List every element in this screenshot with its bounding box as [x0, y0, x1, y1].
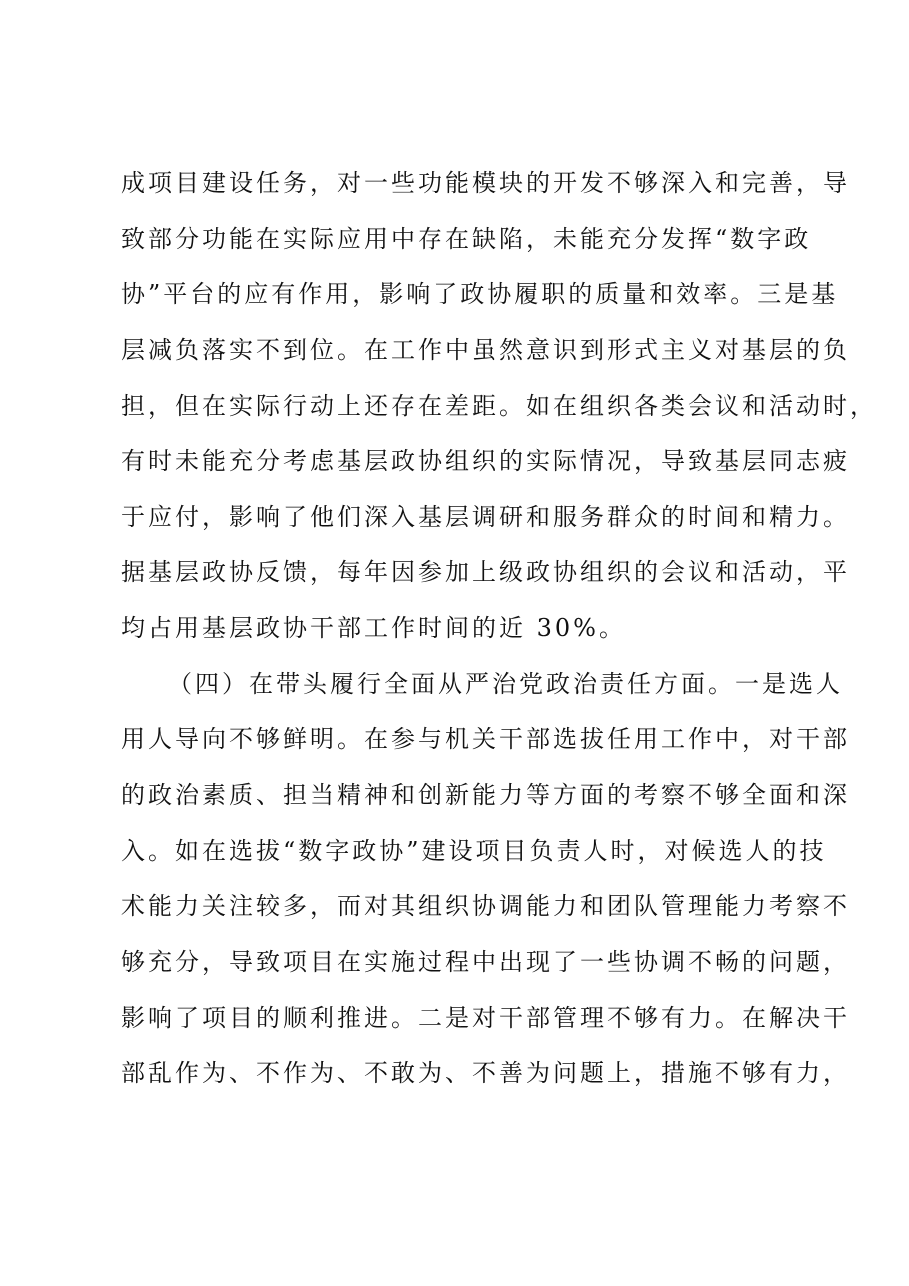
text-line: 入。如在选拔“数字政协”建设项目负责人时，对候选人的技	[121, 837, 827, 865]
text-line: 均占用基层政协干部工作时间的近 30%。	[121, 614, 626, 642]
text-line: 部乱作为、不作为、不敢为、不善为问题上，措施不够有力，	[121, 1059, 850, 1087]
text-line: 有时未能充分考虑基层政协组织的实际情况，导致基层同志疲	[121, 447, 850, 475]
text-line: 致部分功能在实际应用中存在缺陷，未能充分发挥“数字政	[121, 225, 812, 253]
text-line: 术能力关注较多，而对其组织协调能力和团队管理能力考察不	[121, 892, 850, 920]
text-line: 于应付，影响了他们深入基层调研和服务群众的时间和精力。	[121, 503, 850, 531]
text-line: 影响了项目的顺利推进。二是对干部管理不够有力。在解决干	[121, 1004, 850, 1032]
text-line: 成项目建设任务，对一些功能模块的开发不够深入和完善，导	[121, 169, 850, 197]
text-line: 协”平台的应有作用，影响了政协履职的质量和效率。三是基	[121, 280, 839, 308]
text-line: 据基层政协反馈，每年因参加上级政协组织的会议和活动，平	[121, 558, 850, 586]
text-line: 的政治素质、担当精神和创新能力等方面的考察不够全面和深	[121, 781, 850, 809]
text-line: 用人导向不够鲜明。在参与机关干部选拔任用工作中，对干部	[121, 725, 850, 753]
section-heading-line: （四）在带头履行全面从严治党政治责任方面。一是选人	[168, 670, 843, 698]
text-line: 担，但在实际行动上还存在差距。如在组织各类会议和活动时，	[121, 392, 877, 420]
text-line: 够充分，导致项目在实施过程中出现了一些协调不畅的问题，	[121, 948, 850, 976]
text-line: 层减负落实不到位。在工作中虽然意识到形式主义对基层的负	[121, 336, 850, 364]
